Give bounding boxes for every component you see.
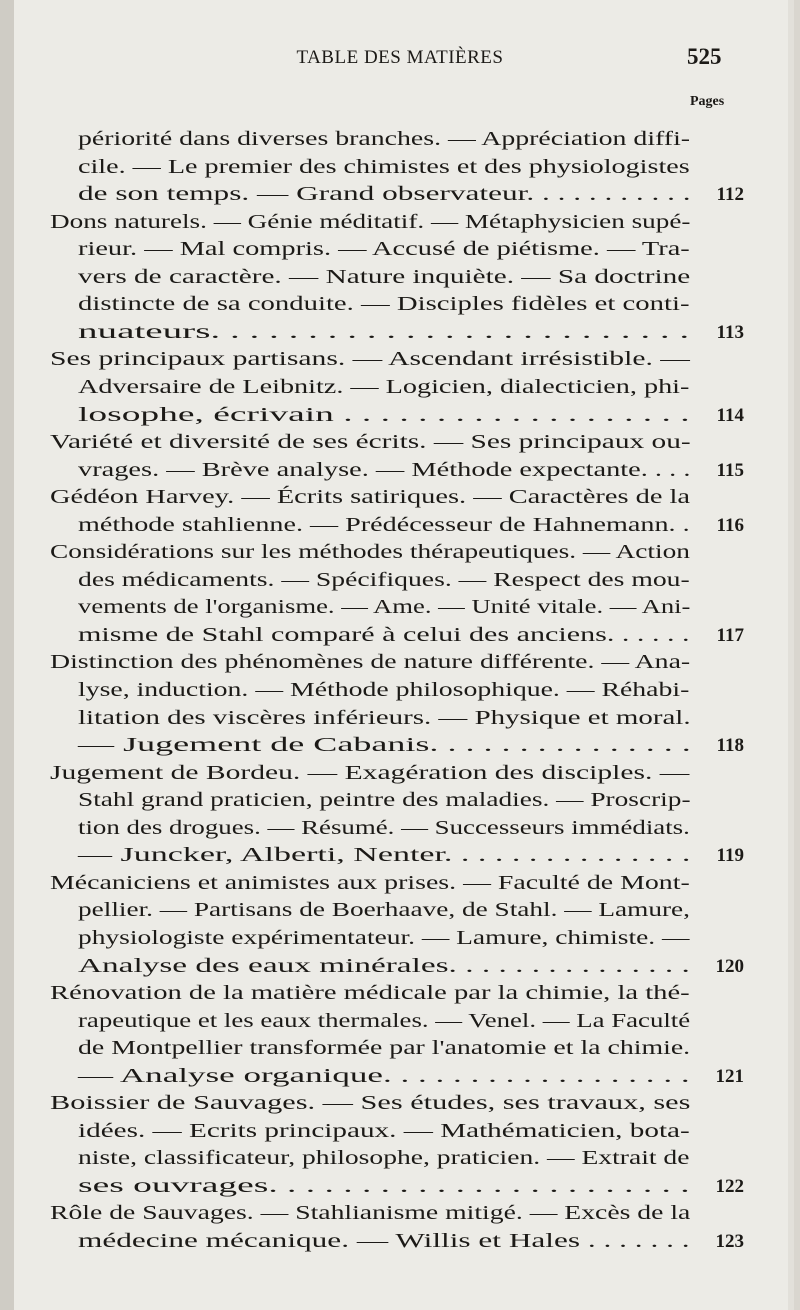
toc-page-number: 114 — [716, 404, 744, 426]
toc-entry-line: — Analyse organique. . . . . . . . . . . . . . . . . . — [78, 1064, 690, 1087]
pages-column-label: Pages — [690, 94, 725, 109]
toc-page-number: 120 — [715, 955, 744, 977]
toc-entry-line: losophe, écrivain . . . . . . . . . . . . . . . . . . . — [78, 403, 690, 426]
toc-entry-line: — Juncker, Alberti, Nenter. . . . . . . . . . . . . . . — [78, 844, 691, 867]
toc-entry-line: Analyse des eaux minérales. . . . . . . . . . . . . . . — [78, 954, 690, 977]
toc-entry-line: médecine mécanique. — Willis et Hales . . . . . . . — [78, 1230, 690, 1252]
toc-entry-first-line: Ses principaux partisans. — Ascendant irrésistible. — — [50, 348, 690, 371]
toc-page-number: 113 — [716, 321, 744, 343]
toc-entry-line: pellier. — Partisans de Boerhaave, de Stahl. — Lamure, — [78, 899, 690, 922]
toc-entry-first-line: Rôle de Sauvages. — Stahlianisme mitigé. — Excès de la — [50, 1202, 691, 1225]
toc-entry-line: rieur. — Mal compris. — Accusé de piétisme. — Tra- — [78, 238, 690, 261]
toc-entry-first-line: Boissier de Sauvages. — Ses études, ses travaux, ses — [50, 1092, 691, 1115]
toc-entry-line: de Montpellier transformée par l'anatomie et la chimie. — [78, 1037, 691, 1060]
toc-entry-line: misme de Stahl comparé à celui des anciens. . . . . . — [78, 623, 690, 646]
running-head-title: TABLE DES MATIÈRES — [296, 47, 504, 68]
toc-entry-line: cile. — Le premier des chimistes et des physiologistes — [78, 155, 690, 178]
toc-entry-line: vrages. — Brève analyse. — Méthode expectante. . . . — [78, 458, 691, 481]
toc-entry-first-line: Mécaniciens et animistes aux prises. — Faculté de Mont- — [50, 871, 690, 894]
toc-entry-first-line: Rénovation de la matière médicale par la chimie, la thé- — [50, 982, 690, 1005]
toc-entry-line: vements de l'organisme. — Ame. — Unité vitale. — Ani- — [78, 596, 691, 619]
toc-page-number: 116 — [716, 514, 744, 536]
page-left-shadow — [0, 0, 14, 1310]
toc-page-number: 112 — [716, 184, 744, 206]
toc-entry-line: idées. — Ecrits principaux. — Mathématicien, bota- — [78, 1119, 690, 1142]
toc-entry-line: nuateurs. . . . . . . . . . . . . . . . . . . . . . . . . — [78, 320, 690, 343]
toc-entry-first-line: Gédéon Harvey. — Écrits satiriques. — Caractères de la — [50, 486, 691, 509]
toc-entry-line: distincte de sa conduite. — Disciples fidèles et conti- — [78, 293, 690, 316]
toc-entry-line: Adversaire de Leibnitz. — Logicien, dialecticien, phi- — [78, 375, 690, 398]
toc-entry-line: litation des viscères inférieurs. — Physique et moral. — [78, 706, 691, 729]
toc-entry-line: — Jugement de Cabanis. . . . . . . . . . . . . . . — [78, 734, 691, 757]
toc-page-number: 115 — [716, 459, 744, 481]
toc-entry-first-line: Jugement de Bordeu. — Exagération des disciples. — — [50, 761, 690, 784]
page-right-edge — [788, 0, 794, 1310]
toc-page-number: 123 — [715, 1231, 744, 1252]
toc-entry-first-line: périorité dans diverses branches. — Appréciation diffi- — [78, 128, 691, 150]
toc-entry-line: lyse, induction. — Méthode philosophique. — Réhabi- — [78, 679, 690, 701]
toc-page-number: 122 — [715, 1175, 744, 1197]
toc-page-number: 118 — [716, 735, 744, 757]
toc-entry-line: de son temps. — Grand observateur. . . . . . . . . . . — [78, 183, 691, 206]
toc-page-number: 119 — [716, 845, 744, 867]
page-number: 525 — [687, 44, 722, 69]
toc-entry-first-line: Distinction des phénomènes de nature différente. — Ana- — [50, 651, 691, 674]
toc-entry-line: niste, classificateur, philosophe, praticien. — Extrait de — [78, 1147, 690, 1170]
toc-entry-first-line: Dons naturels. — Génie méditatif. — Métaphysicien supé- — [50, 210, 691, 233]
toc-entry-line: Stahl grand praticien, peintre des maladies. — Proscrip- — [78, 789, 691, 812]
toc-entry-first-line: Variété et diversité de ses écrits. — Ses principaux ou- — [50, 431, 691, 454]
toc-entry-line: méthode stahlienne. — Prédécesseur de Hahnemann. . — [78, 513, 690, 536]
toc-entry-line: des médicaments. — Spécifiques. — Respect des mou- — [78, 568, 690, 591]
toc-entry-line: rapeutique et les eaux thermales. — Venel. — La Faculté — [78, 1009, 691, 1032]
toc-entry-first-line: Considérations sur les méthodes thérapeutiques. — Action — [50, 541, 690, 564]
toc-entry-line: vers de caractère. — Nature inquiète. — Sa doctrine — [78, 265, 691, 288]
toc-page-number: 121 — [715, 1065, 744, 1087]
toc-page-number: 117 — [716, 624, 744, 646]
toc-entry-line: physiologiste expérimentateur. — Lamure, chimiste. — — [78, 926, 690, 949]
toc-entry-line: ses ouvrages. . . . . . . . . . . . . . . . . . . . . . . — [78, 1174, 690, 1197]
toc-entry-line: tion des drogues. — Résumé. — Successeurs immédiats. — [78, 816, 690, 839]
